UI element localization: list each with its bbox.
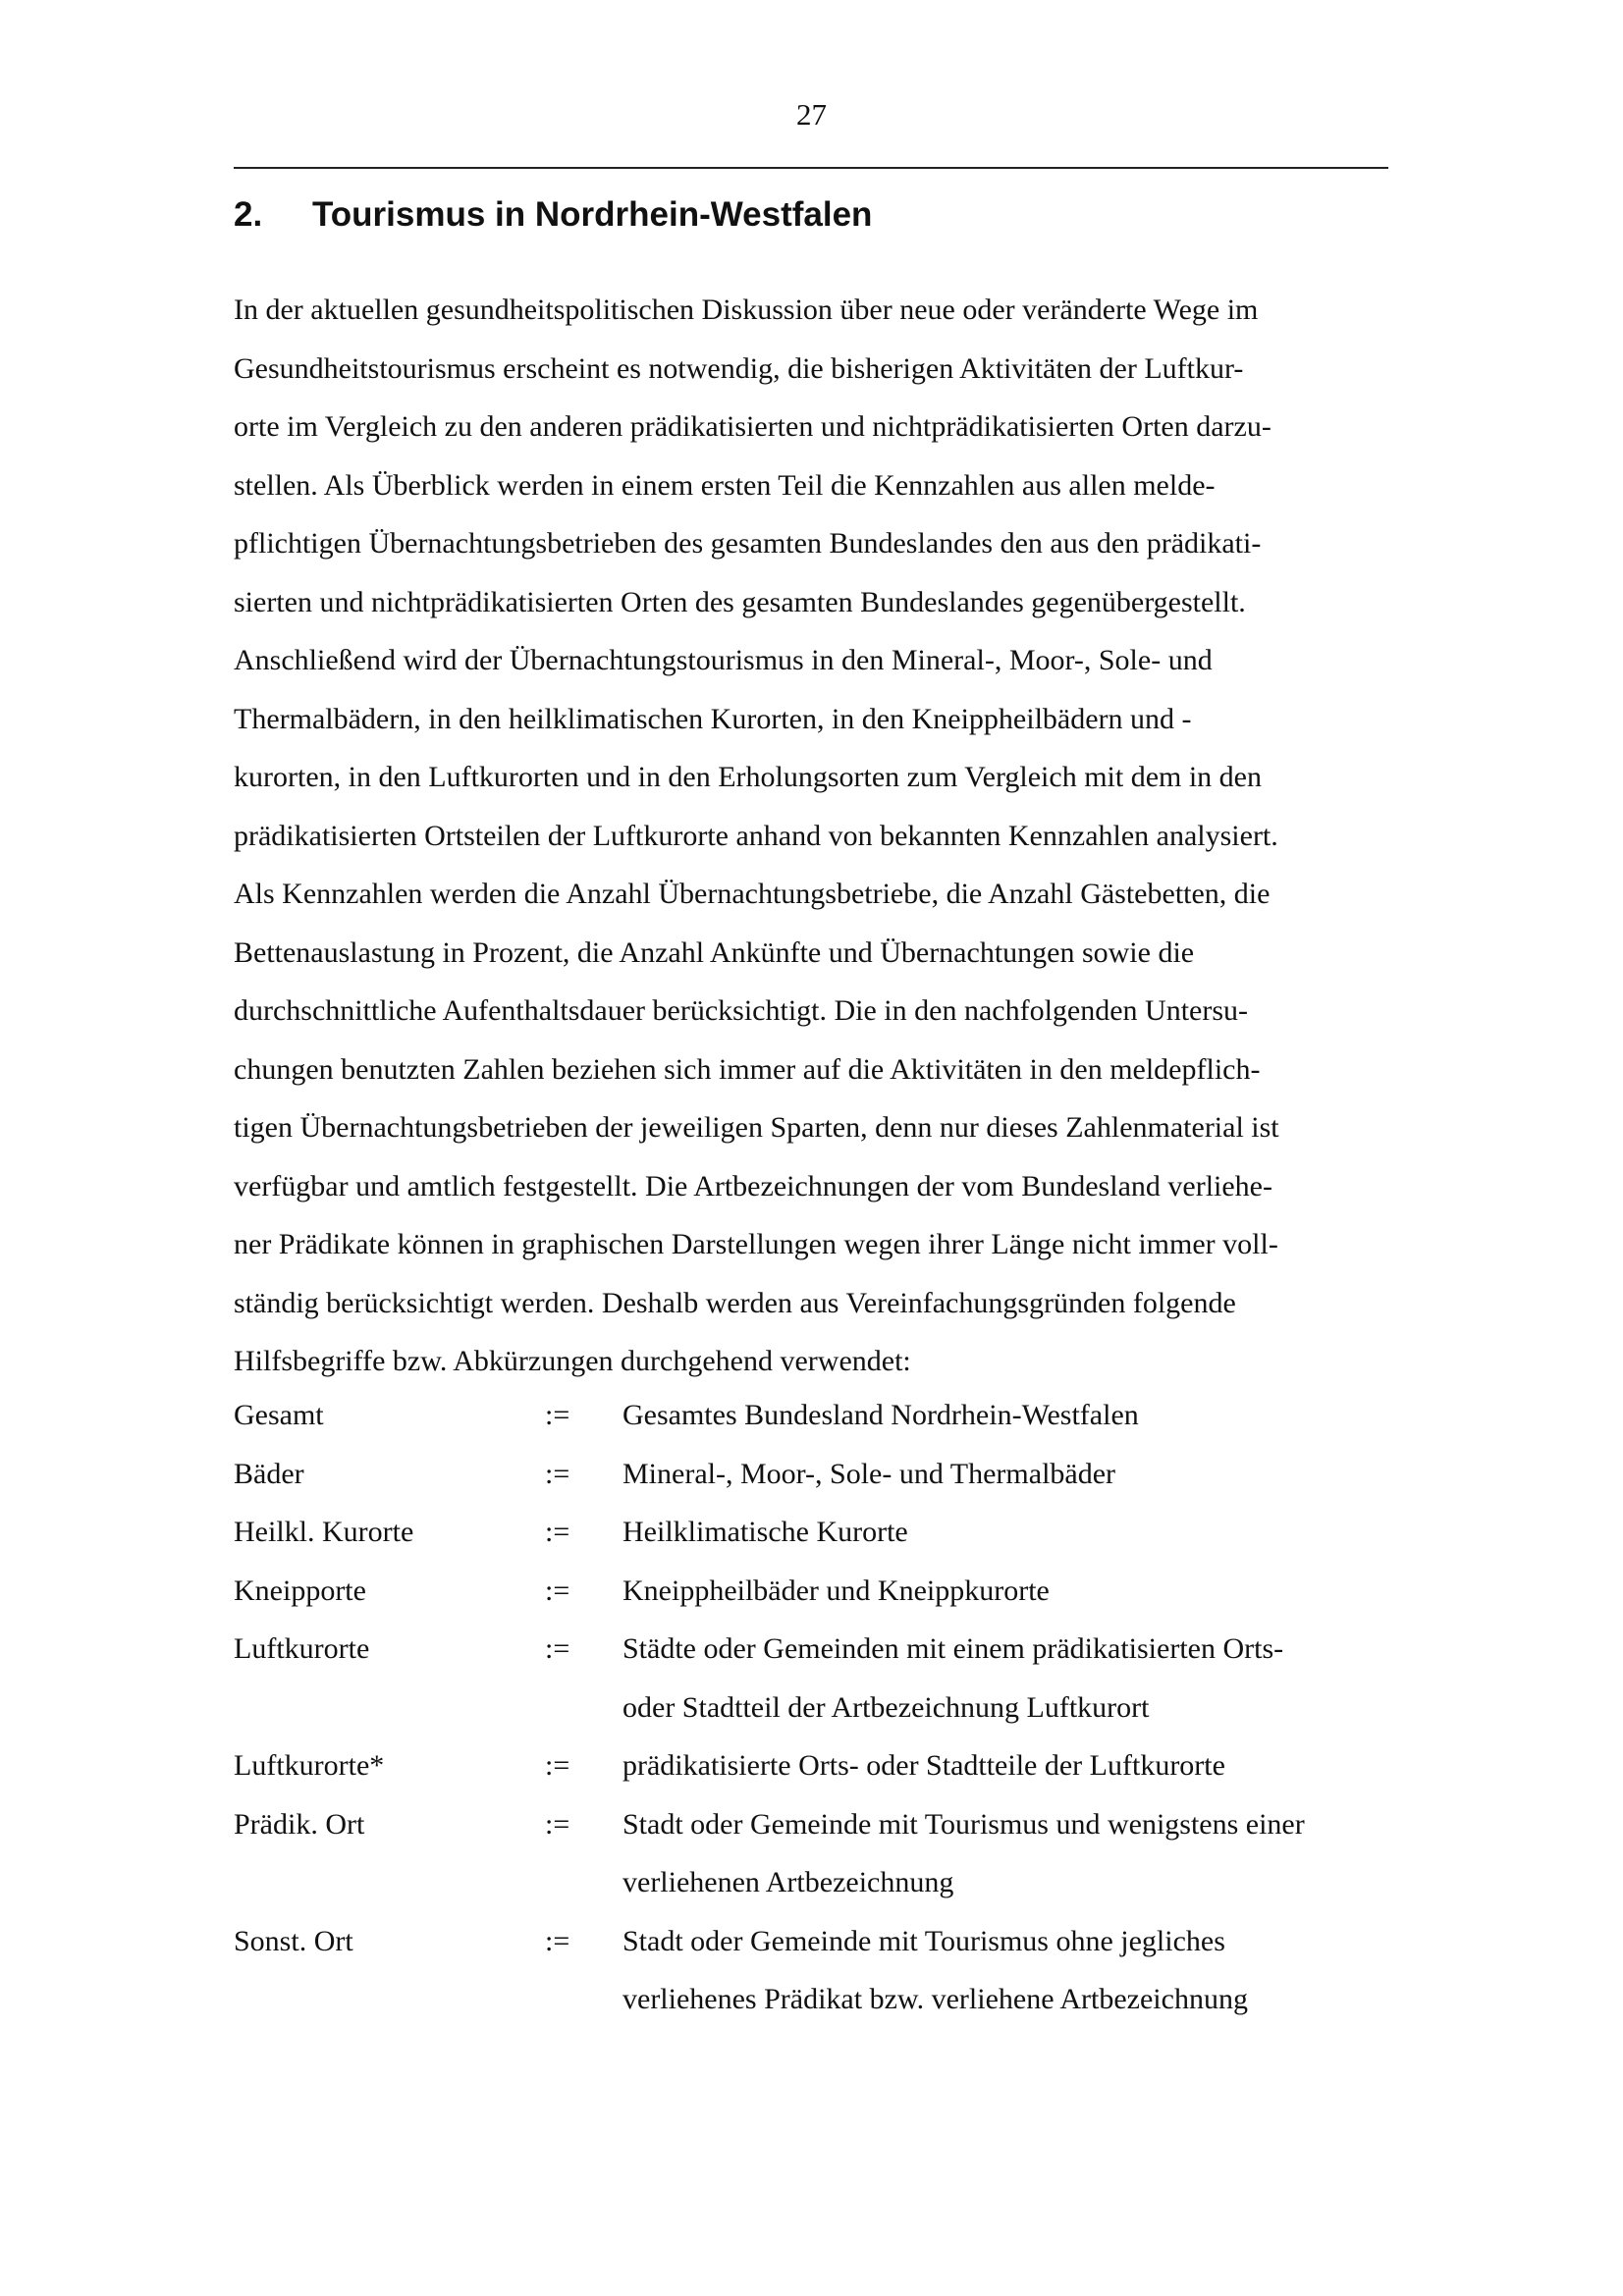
abbreviation-row-heilkl-kurorte [234, 1503, 1412, 1562]
paragraph-line: Hilfsbegriffe bzw. Abkürzungen durchgehend verwendet: [234, 1345, 911, 1377]
abbreviation-term: Gesamt [234, 1399, 324, 1431]
abbreviation-row-luftkurorte-star [234, 1736, 1412, 1795]
definition-line: Stadt oder Gemeinde mit Tourismus ohne jegliches [622, 1924, 1225, 1957]
body-paragraph [234, 281, 1412, 1391]
paragraph-line: tigen Übernachtungsbetrieben der jeweiligen Sparten, denn nur dieses Zahlenmaterial ist [234, 1111, 1279, 1144]
paragraph-line: stellen. Als Überblick werden in einem ersten Teil die Kennzahlen aus allen melde- [234, 468, 1216, 502]
header-rule [234, 167, 1388, 169]
abbreviation-term: Luftkurorte [234, 1632, 370, 1665]
paragraph-line: prädikatisierten Ortsteilen der Luftkurorte anhand von bekannten Kennzahlen analysiert. [234, 819, 1278, 852]
definition-line: verliehenen Artbezeichnung [622, 1866, 954, 1898]
paragraph-line: chungen benutzten Zahlen beziehen sich immer auf die Aktivitäten in den meldepflich- [234, 1052, 1261, 1086]
abbreviation-row-gesamt [234, 1386, 1412, 1445]
paragraph-line: sierten und nichtprädikatisierten Orten des gesamten Bundeslandes gegenübergestellt. [234, 585, 1246, 618]
definition-line: Heilklimatische Kurorte [622, 1516, 908, 1548]
paragraph-line: kurorten, in den Luftkurorten und in den Erholungsorten zum Vergleich mit dem in den [234, 761, 1262, 793]
abbreviation-definition [622, 1912, 1412, 2029]
definition-line: oder Stadtteil der Artbezeichnung Luftkurort [622, 1690, 1150, 1724]
page-number: 27 [796, 97, 827, 132]
paragraph-line: Anschließend wird der Übernachtungstourismus in den Mineral-, Moor-, Sole- und [234, 644, 1213, 676]
definition-line: Kneippheilbäder und Kneippkurorte [622, 1574, 1050, 1607]
abbreviation-row-praedik-ort [234, 1795, 1412, 1912]
abbreviation-separator: := [545, 1399, 570, 1431]
definition-line: prädikatisierte Orts- oder Stadtteile der Luftkurorte [622, 1749, 1225, 1782]
paragraph-line: verfügbar und amtlich festgestellt. Die Artbezeichnungen der vom Bundesland verliehe- [234, 1169, 1272, 1202]
definition-line: Stadt oder Gemeinde mit Tourismus und wenigstens einer [622, 1807, 1305, 1841]
abbreviation-definition [622, 1562, 1412, 1621]
paragraph-line: orte im Vergleich zu den anderen prädikatisierten und nichtprädikatisierten Orten darzu- [234, 410, 1271, 443]
definition-line: Gesamtes Bundesland Nordrhein-Westfalen [622, 1399, 1139, 1431]
paragraph-line: Bettenauslastung in Prozent, die Anzahl Ankünfte und Übernachtungen sowie die [234, 935, 1195, 969]
abbreviation-term: Sonst. Ort [234, 1924, 353, 1957]
paragraph-line: Thermalbädern, in den heilklimatischen Kurorten, in den Kneippheilbädern und - [234, 702, 1192, 735]
abbreviation-definition [622, 1736, 1412, 1795]
paragraph-line: ständig berücksichtigt werden. Deshalb werden aus Vereinfachungsgründen folgende [234, 1286, 1236, 1319]
definition-line: Mineral-, Moor-, Sole- und Thermalbäder [622, 1457, 1116, 1490]
paragraph-line: Gesundheitstourismus erscheint es notwendig, die bisherigen Aktivitäten der Luftkur- [234, 351, 1244, 385]
abbreviation-definition [622, 1795, 1412, 1912]
abbreviation-term: Bäder [234, 1457, 304, 1490]
abbreviation-row-sonst-ort [234, 1912, 1412, 2029]
paragraph-line: Als Kennzahlen werden die Anzahl Übernachtungsbetriebe, die Anzahl Gästebetten, die [234, 878, 1271, 910]
abbreviation-definition [622, 1386, 1412, 1445]
abbreviation-separator: := [545, 1807, 570, 1841]
paragraph-line: pflichtigen Übernachtungsbetrieben des gesamten Bundeslandes den aus den prädikati- [234, 527, 1262, 560]
section-heading [234, 192, 872, 238]
abbreviation-row-kneipporte [234, 1562, 1412, 1621]
paragraph-line: ner Prädikate können in graphischen Darstellungen wegen ihrer Länge nicht immer voll- [234, 1228, 1278, 1260]
definition-line: Städte oder Gemeinden mit einem prädikatisierten Orts- [622, 1632, 1284, 1665]
abbreviation-list [234, 1386, 1412, 2029]
definition-line: verliehenes Prädikat bzw. verliehene Artbezeichnung [622, 1983, 1248, 2015]
paragraph-line: In der aktuellen gesundheitspolitischen Diskussion über neue oder veränderte Wege im [234, 294, 1259, 326]
section-title: Tourismus in Nordrhein-Westfalen [312, 195, 873, 234]
abbreviation-separator: := [545, 1749, 570, 1782]
abbreviation-term: Prädik. Ort [234, 1807, 365, 1841]
abbreviation-separator: := [545, 1924, 570, 1957]
abbreviation-definition [622, 1503, 1412, 1562]
abbreviation-term: Kneipporte [234, 1574, 366, 1607]
section-number: 2. [234, 195, 263, 234]
abbreviation-row-baeder [234, 1445, 1412, 1504]
abbreviation-separator: := [545, 1516, 570, 1548]
abbreviation-term: Heilkl. Kurorte [234, 1516, 414, 1548]
abbreviation-separator: := [545, 1457, 570, 1490]
paragraph-line: durchschnittliche Aufenthaltsdauer berücksichtigt. Die in den nachfolgenden Untersu- [234, 994, 1249, 1027]
abbreviation-separator: := [545, 1632, 570, 1665]
abbreviation-row-luftkurorte [234, 1620, 1412, 1736]
abbreviation-separator: := [545, 1574, 570, 1607]
abbreviation-definition [622, 1620, 1412, 1736]
abbreviation-definition [622, 1445, 1412, 1504]
abbreviation-term: Luftkurorte* [234, 1749, 385, 1782]
